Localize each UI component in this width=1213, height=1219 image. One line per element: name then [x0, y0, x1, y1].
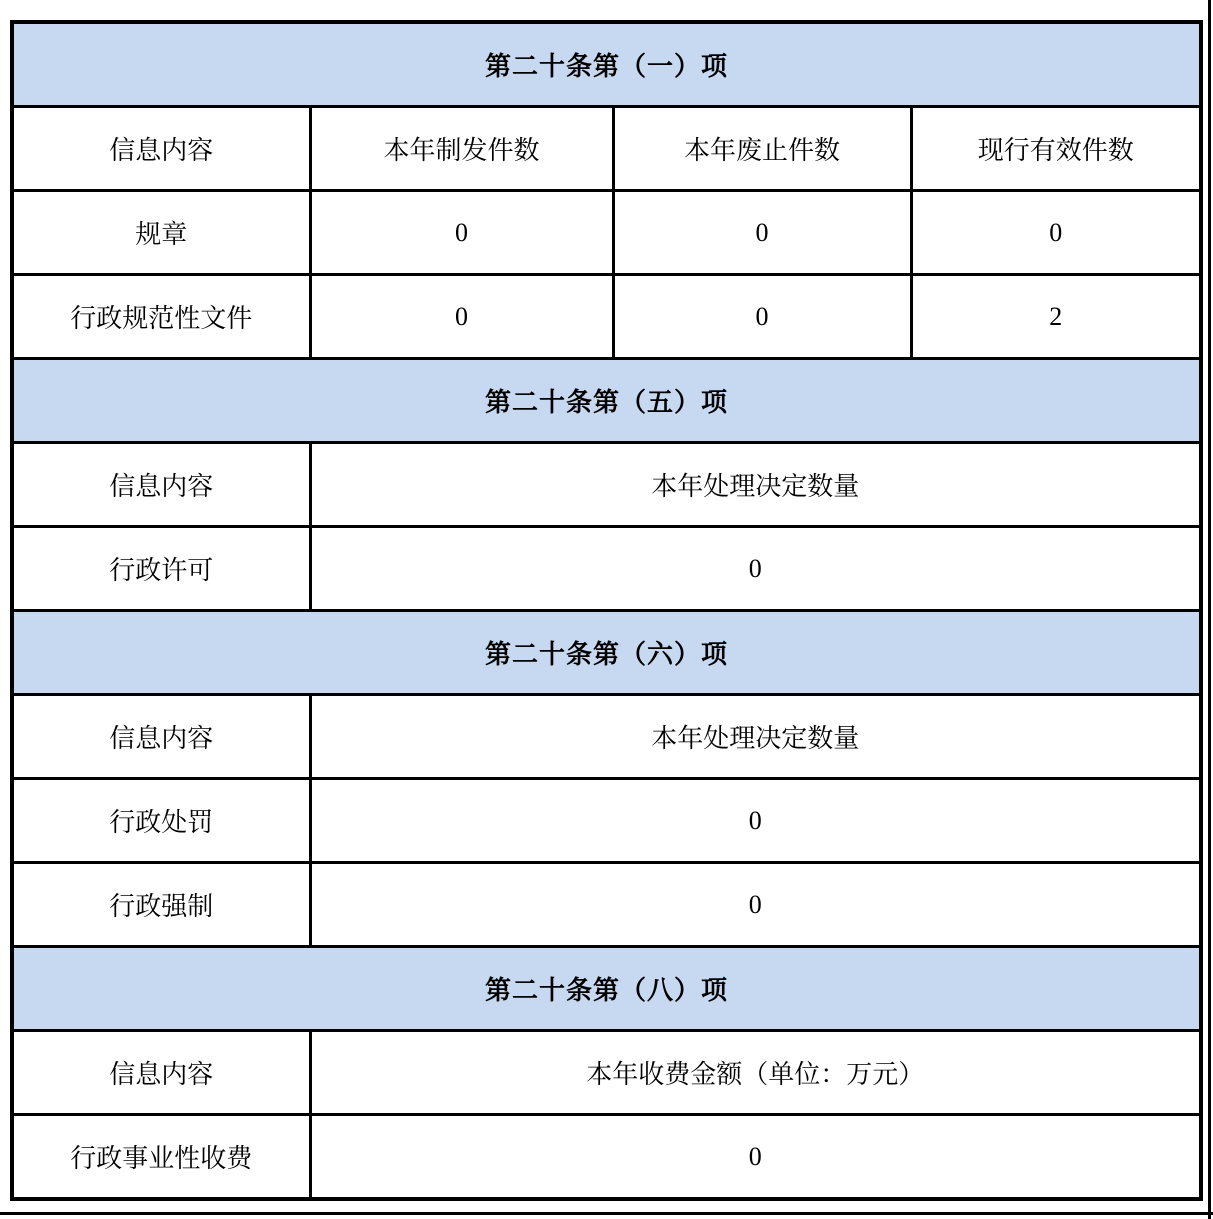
- column-header: 现行有效件数: [911, 107, 1201, 191]
- column-header: 信息内容: [12, 443, 310, 527]
- section-title: 第二十条第（八）项: [12, 947, 1201, 1031]
- row-label: 行政规范性文件: [12, 275, 310, 359]
- image-edge-line-bottom: [0, 1212, 1213, 1215]
- section-3-header-row: [12, 695, 1201, 779]
- section-3-title-row: [12, 611, 1201, 695]
- section-2-header-row: [12, 443, 1201, 527]
- section-4-title-row: [12, 947, 1201, 1031]
- value-cell: 0: [310, 779, 1201, 863]
- table-row: [12, 191, 1201, 275]
- column-header: 本年处理决定数量: [310, 695, 1201, 779]
- section-title: 第二十条第（六）项: [12, 611, 1201, 695]
- value-cell: 0: [310, 191, 613, 275]
- table-row: [12, 275, 1201, 359]
- disclosure-report-table: [10, 20, 1203, 1201]
- value-cell: 0: [310, 527, 1201, 611]
- value-cell: 0: [613, 275, 911, 359]
- column-header: 信息内容: [12, 1031, 310, 1115]
- value-cell: 0: [613, 191, 911, 275]
- image-edge-line-right: [1208, 0, 1211, 1219]
- column-header: 信息内容: [12, 107, 310, 191]
- column-header: 本年制发件数: [310, 107, 613, 191]
- value-cell: 0: [911, 191, 1201, 275]
- table-row: [12, 779, 1201, 863]
- section-2-title-row: [12, 359, 1201, 443]
- value-cell: 0: [310, 863, 1201, 947]
- row-label: 规章: [12, 191, 310, 275]
- section-title: 第二十条第（一）项: [12, 22, 1201, 107]
- value-cell: 0: [310, 275, 613, 359]
- row-label: 行政强制: [12, 863, 310, 947]
- row-label: 行政许可: [12, 527, 310, 611]
- row-label: 行政事业性收费: [12, 1115, 310, 1200]
- section-4-header-row: [12, 1031, 1201, 1115]
- value-cell: 0: [310, 1115, 1201, 1200]
- section-1-title-row: [12, 22, 1201, 107]
- table-row: [12, 863, 1201, 947]
- column-header: 本年处理决定数量: [310, 443, 1201, 527]
- section-title: 第二十条第（五）项: [12, 359, 1201, 443]
- section-1-header-row: [12, 107, 1201, 191]
- table-row: [12, 527, 1201, 611]
- column-header: 本年废止件数: [613, 107, 911, 191]
- table-row: [12, 1115, 1201, 1200]
- row-label: 行政处罚: [12, 779, 310, 863]
- column-header: 本年收费金额（单位：万元）: [310, 1031, 1201, 1115]
- column-header: 信息内容: [12, 695, 310, 779]
- value-cell: 2: [911, 275, 1201, 359]
